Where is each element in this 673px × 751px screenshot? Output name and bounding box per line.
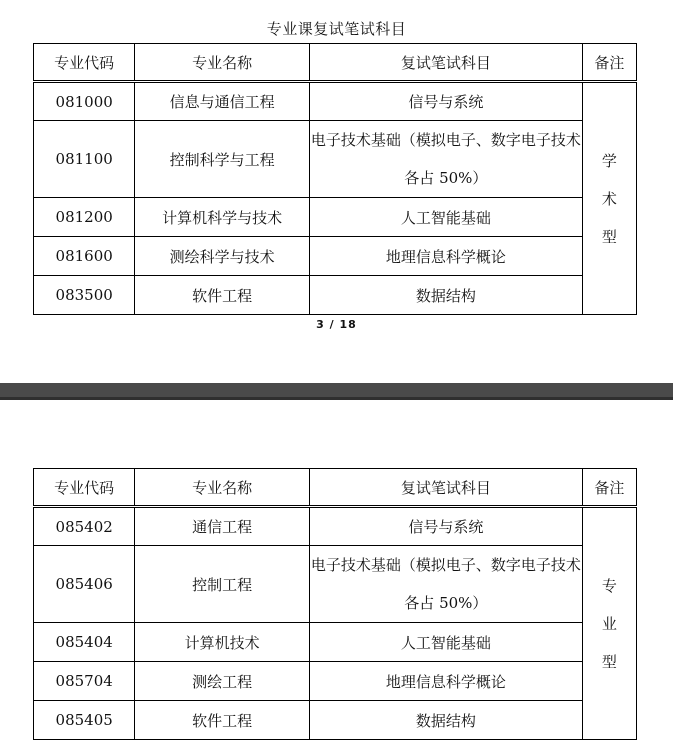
note-cell-academic <box>582 82 636 315</box>
cell-subject: 人工智能基础 <box>309 623 582 662</box>
note-char: 专 <box>601 576 617 595</box>
note-cell-professional <box>582 507 636 740</box>
table-row <box>34 623 637 662</box>
cell-subject: 数据结构 <box>309 276 582 315</box>
cell-code: 085402 <box>34 507 135 546</box>
document-page-2 <box>0 400 673 751</box>
cell-name: 控制科学与工程 <box>135 121 310 198</box>
exam-subjects-table-professional <box>33 468 637 740</box>
cell-name: 通信工程 <box>135 507 310 546</box>
cell-name: 软件工程 <box>135 701 310 740</box>
cell-code: 083500 <box>34 276 135 315</box>
cell-subject: 电子技术基础（模拟电子、数字电子技术各占 50%） <box>309 121 582 198</box>
cell-name: 计算机科学与技术 <box>135 198 310 237</box>
cell-name: 控制工程 <box>135 546 310 623</box>
page-separator <box>0 383 673 400</box>
table-row <box>34 546 637 623</box>
note-char: 型 <box>601 652 617 671</box>
table-header-row <box>34 469 637 507</box>
cell-code: 081600 <box>34 237 135 276</box>
cell-code: 081000 <box>34 82 135 121</box>
note-char: 型 <box>601 227 617 246</box>
cell-subject: 人工智能基础 <box>309 198 582 237</box>
note-char: 术 <box>601 189 617 208</box>
note-char: 学 <box>601 151 617 170</box>
cell-code: 085405 <box>34 701 135 740</box>
cell-name: 测绘科学与技术 <box>135 237 310 276</box>
header-note: 备注 <box>582 44 636 82</box>
table-row <box>34 507 637 546</box>
cell-code: 085704 <box>34 662 135 701</box>
table-row <box>34 662 637 701</box>
cell-name: 信息与通信工程 <box>135 82 310 121</box>
table-row <box>34 237 637 276</box>
cell-subject: 地理信息科学概论 <box>309 662 582 701</box>
header-subject: 复试笔试科目 <box>309 469 582 507</box>
page-number: 3 / 18 <box>316 318 357 331</box>
cell-name: 软件工程 <box>135 276 310 315</box>
cell-subject: 电子技术基础（模拟电子、数字电子技术各占 50%） <box>309 546 582 623</box>
cell-subject: 信号与系统 <box>309 507 582 546</box>
header-note: 备注 <box>582 469 636 507</box>
cell-name: 计算机技术 <box>135 623 310 662</box>
header-name: 专业名称 <box>135 44 310 82</box>
header-subject: 复试笔试科目 <box>309 44 582 82</box>
page-title: 专业课复试笔试科目 <box>266 20 407 38</box>
table-row <box>34 701 637 740</box>
cell-code: 085406 <box>34 546 135 623</box>
header-name: 专业名称 <box>135 469 310 507</box>
cell-subject: 信号与系统 <box>309 82 582 121</box>
table-row <box>34 82 637 121</box>
cell-subject: 数据结构 <box>309 701 582 740</box>
cell-code: 081200 <box>34 198 135 237</box>
table-row <box>34 121 637 198</box>
exam-subjects-table-academic <box>33 43 637 315</box>
table-row <box>34 198 637 237</box>
note-char: 业 <box>601 614 617 633</box>
cell-code: 081100 <box>34 121 135 198</box>
table-row <box>34 276 637 315</box>
header-code: 专业代码 <box>34 469 135 507</box>
table-header-row <box>34 44 637 82</box>
header-code: 专业代码 <box>34 44 135 82</box>
cell-subject: 地理信息科学概论 <box>309 237 582 276</box>
cell-code: 085404 <box>34 623 135 662</box>
cell-name: 测绘工程 <box>135 662 310 701</box>
